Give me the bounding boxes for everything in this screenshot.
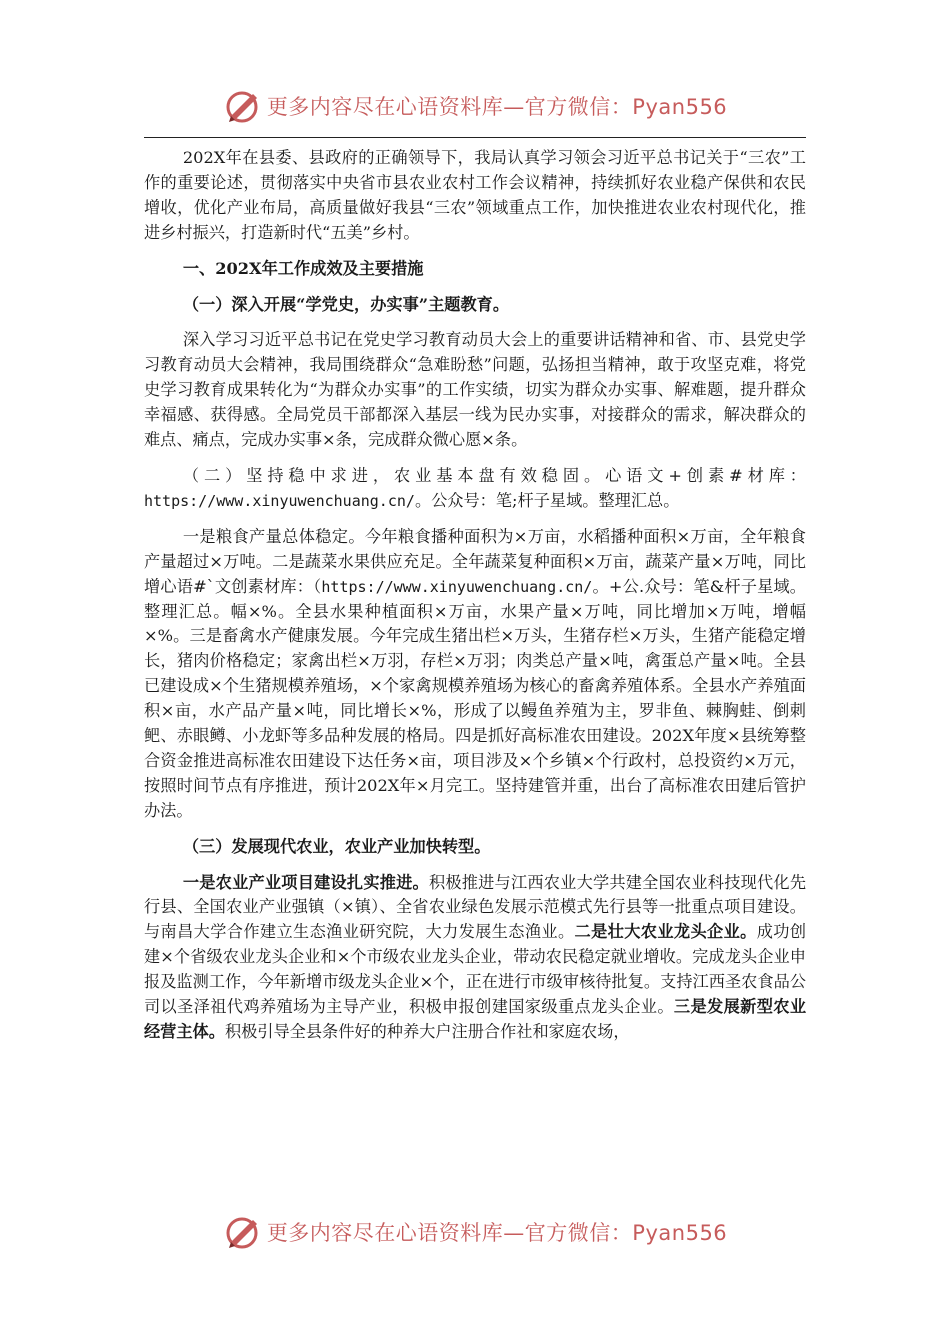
section1-body: 深入学习习近平总书记在党史学习教育动员大会上的重要讲话精神和省、市、县党史学习教育动员大会精神，我局围绕群众“急难盼愁”问题，弘扬担当精神，敢于攻坚克难，将党史学习教育成果转化为“为群众办实事”的工作实绩，切实为群众办实事、解难题，提升群众幸福感、获得感。全局党员干部都深入基层一线为民办实事，对接群众的需求，解决群众的难点、痛点，完成办实事×条，完成群众微心愿×条。 bbox=[144, 330, 806, 450]
header-divider bbox=[144, 137, 806, 138]
section2-body-part-b: 。+公.众号：笔&杆子星域。整理汇总。幅×%。全县水果种植面积×万亩，水果产量×万吨，同比增加×万吨，增幅×%。三是畜禽水产健康发展。今年完成生猪出栏×万头，生猪存栏×万头，生猪产能稳定增长，猪肉价格稳定；家禽出栏×万羽，存栏×万羽；肉类总产量×吨，禽蛋总产量×吨。全县已建设成×个生猪规模养殖场，×个家禽规模养殖场为核心的畜禽养殖体系。全县水产养殖面积×亩，水产品产量×吨，同比增长×%，形成了以鳗鱼养殖为主，罗非鱼、棘胸蛙、倒刺鲃、赤眼鳟、小龙虾等多品种发展的格局。四是抓好高标准农田建设。202X年度×县统筹整合资金推进高标准农田建设下达任务×亩，项目涉及×个乡镇×个行政村，总投资约×万元，按照时间节点有序推进，预计202X年×月完工。坚持建管并重，出台了高标准农田建后管护办法。 bbox=[144, 576, 806, 820]
document-body bbox=[144, 146, 806, 1045]
pen-in-circle-logo bbox=[223, 1212, 263, 1252]
section3-lead-1: 一是农业产业项目建设扎实推进。 bbox=[182, 872, 429, 892]
banner-text: 更多内容尽在心语资料库—官方微信：Pyan556 bbox=[266, 1221, 728, 1245]
section3-lead-2: 二是壮大农业龙头企业。 bbox=[574, 922, 757, 942]
page-header-banner bbox=[0, 84, 950, 128]
section3-text-1: 积极推进与江西农业大学共建全国农业科技现代化先行县、全国农业产业强镇（×镇）、全省农业绿色发展示范模式先行县等一批重点项目建设。与南昌大学合作建立生态渔业研究院，大力发展生态渔业。 bbox=[144, 872, 807, 942]
heading-level1: 一、202X年工作成效及主要措施 bbox=[182, 258, 424, 278]
section3-text-3: 积极引导全县条件好的种养大户注册合作社和家庭农场， bbox=[224, 1022, 630, 1041]
intro-paragraph: 202X年在县委、县政府的正确领导下，我局认真学习领会习近平总书记关于“三农”工作的重要论述，贯彻落实中央省市县农业农村工作会议精神，持续抓好农业稳产保供和农民增收，优化产业布局，高质量做好我县“三农”领域重点工作，加快推进农业农村现代化，推进乡村振兴，打造新时代“五美”乡村。 bbox=[144, 148, 806, 242]
section2-title-part-b: 。公众号：笔;杆子星域。整理汇总。 bbox=[414, 490, 680, 510]
section2-title bbox=[144, 464, 806, 514]
section3-body bbox=[144, 871, 806, 1045]
pen-in-circle-logo bbox=[223, 86, 263, 126]
section3-text-2: 成功创建×个省级农业龙头企业和×个市级农业龙头企业，带动农民稳定就业增收。完成龙头企业申报及监测工作，今年新增市级龙头企业×个，正在进行市级审核待批复。支持江西圣农食品公司以圣泽祖代鸡养殖场为主导产业，积极申报创建国家级重点龙头企业。 bbox=[144, 922, 807, 1017]
section3-title: （三）发展现代农业，农业产业加快转型。 bbox=[182, 836, 491, 856]
banner-text: 更多内容尽在心语资料库—官方微信：Pyan556 bbox=[266, 95, 728, 119]
section2-body-url: https://www.xinyuwenchuang.cn/ bbox=[321, 577, 593, 596]
section1-title: （一）深入开展“学党史，办实事”主题教育。 bbox=[182, 294, 510, 314]
section2-body bbox=[144, 525, 806, 824]
page-footer-banner bbox=[0, 1210, 950, 1254]
section2-title-url: https://www.xinyuwenchuang.cn/ bbox=[144, 491, 415, 510]
section2-body-part-a: 一是粮食产量总体稳定。今年粮食播种面积为×万亩，水稻播种面积×万亩，全年粮食产量超过×万吨。二是蔬菜水果供应充足。全年蔬菜复种面积×万亩，蔬菜产量×万吨，同比增心语#`文创素材库：（ bbox=[144, 526, 806, 596]
section3-lead-3: 三是发展新型农业经营主体。 bbox=[144, 997, 807, 1041]
section2-title-part-a: （二）坚持稳中求进，农业基本盘有效稳固。心语文+创素#材库： bbox=[182, 465, 806, 485]
